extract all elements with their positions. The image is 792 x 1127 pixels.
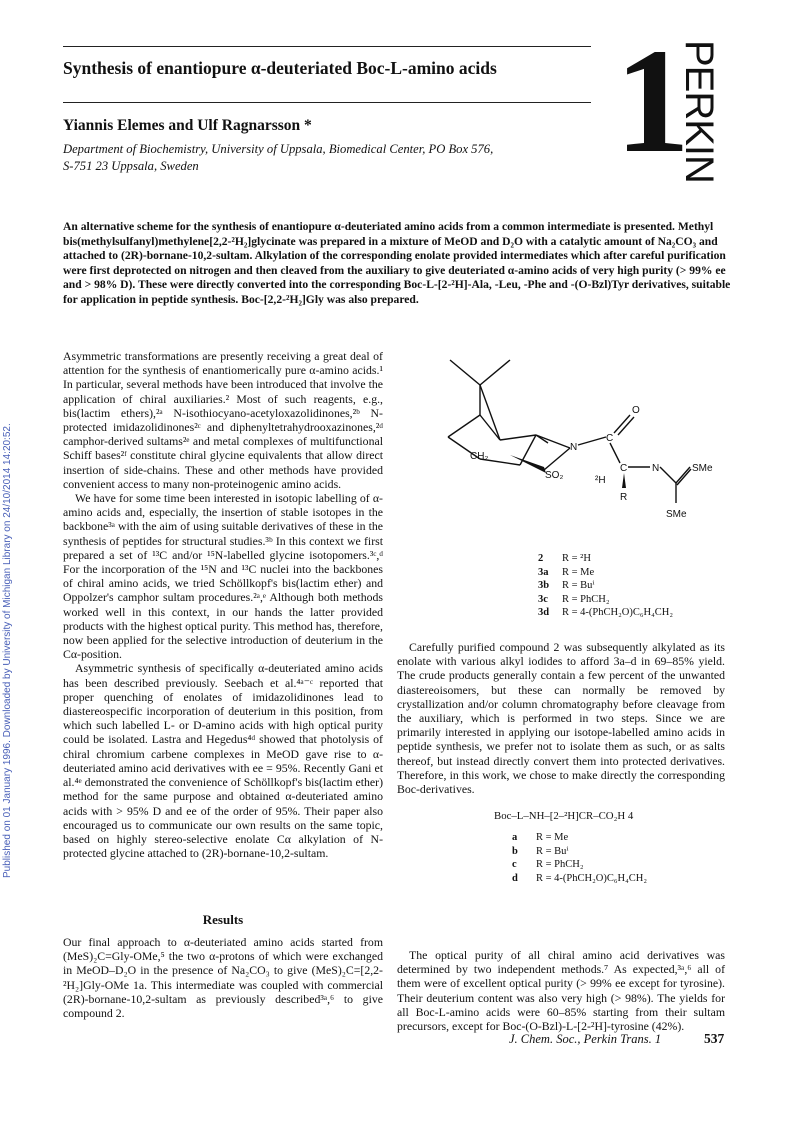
compound-row: 3d R = 4-(PhCH₂O)C₆H₄CH₂ — [538, 607, 673, 618]
affiliation-line-2: S-751 23 Uppsala, Sweden — [63, 159, 199, 173]
label-sme-2: SMe — [666, 509, 687, 520]
label-n1: N — [570, 442, 578, 453]
right-column-upper — [397, 640, 725, 796]
right-column-lower — [397, 948, 725, 1033]
right-paragraph-2: The optical purity of all chiral amino acid derivatives was determined by two independent methods.⁷ As expected,³ᵃ,⁶ all of them were of excellent optical purity (> 99% ee except for tyrosine). Their deuterium content was also very high (> 98%). The yields for all Boc-L-amino acids were 60–85% starting from their sultam precursors, except for Boc-(O-Bzl)-L-[2-²H]-tyrosine (42%). — [397, 948, 725, 1034]
label-c1: C — [606, 433, 614, 444]
logo-word-text: PERKIN — [677, 40, 721, 183]
affiliation-line-1: Department of Biochemistry, University of Uppsala, Biomedical Center, PO Box 576, — [63, 142, 494, 156]
intro-paragraph-3: Asymmetric synthesis of specifically α-deuteriated amino acids has been described previously. Seebach et al.⁴ᵃ⁻ᶜ reported that proper quenching of enolates of imidazolidinones lead to diastereospecific incorporation of deuterium in this position, from which such labelled L- or D-amino acids with high optical purity could be isolated. Lastra and Hegedus⁴ᵈ showed that photolysis of chiral chromium carbene complexes in MeOD gave rise to α-deuteriated amino acid derivatives with ee = 95%. Recently Gani et al.⁴ᵉ demonstrated the convenience of Schöllkopf's bis(lactim ether) method for the same purpose and obtained α-deuteriated amino acids with > 95% D and ee of the order of 95%. Their paper also encouraged us to communicate our own results on the same topic, based on highly stereo-selective enolate Cα alkylation of N-protected glycine attached to (2R)-bornane-10,2-sultam. — [63, 661, 383, 861]
provenance-text: Published on 01 January 1996. Downloaded by University of Michigan Library on 24/10/2014 14:20:52. — [2, 423, 13, 878]
logo-word — [677, 40, 721, 183]
results-heading: Results — [202, 912, 244, 927]
title-rule — [63, 102, 591, 103]
formula-4: Boc–L–NH–[2–²H]CR–CO₂H 4 — [494, 810, 634, 822]
label-sme-1: SMe — [692, 463, 713, 474]
intro-column — [63, 349, 383, 860]
perkin-logo — [615, 18, 735, 184]
compound-list-2-3 — [538, 552, 673, 620]
compound-row: b R = Buⁱ — [512, 845, 569, 857]
right-paragraph-1: Carefully purified compound 2 was subsequently alkylated as its enolate with various alkyl iodides to afford 3a–d in 69–85% yield. The crude products generally contain a few percent of the unwanted diastereoisomers, but these can normally be removed by crystallization and/or column chromatography before cleavage from the auxiliary, which is performed in two steps. Since we are primarily interested in applying our isotope-labelled amino acids in peptide synthesis, we prefer not to isolate them as such, or as salts thereof, but instead directly convert them into protected derivatives. Therefore, in this work, we chose to make directly the corresponding Boc-derivatives. — [397, 640, 725, 797]
page-number: 537 — [704, 1031, 725, 1046]
compound-row: a R = Me — [512, 832, 569, 843]
label-so2: SO₂ — [545, 470, 564, 481]
top-rule — [63, 46, 591, 47]
intro-paragraph-2: We have for some time been interested in isotopic labelling of α-amino acids and, especially, the insertion of stable isotopes in the backbone³ᵃ with the aim of using suitable derivatives of these in the synthesis of peptides for structural studies.³ᵇ In this context we first prepared a set of ¹³C and/or ¹⁵N-labelled glycine isotopomers.³ᶜ,ᵈ For the incorporation of the ¹⁵N and ¹³C nuclei into the backbones of chiral amino acids, we tried Schöllkopf's bis(lactim ether) and Oppolzer's camphor sultam procedures.²ᵃ,ᵉ Although both methods worked well in this context, in our hands the latter provided products with the highest optical purity. This method has, therefore, now been applied for the selective introduction of deuterium in the Cα-position. — [63, 491, 383, 662]
label-ch2: CH₂ — [470, 451, 489, 462]
label-n2: N — [652, 463, 660, 474]
label-r: R — [620, 492, 628, 503]
journal-name: J. Chem. Soc., Perkin Trans. 1 — [509, 1032, 662, 1046]
label-o: O — [632, 405, 640, 416]
compound-list-4 — [512, 831, 647, 885]
compound-row: 3a R = Me — [538, 566, 595, 578]
label-c2: C — [620, 463, 628, 474]
label-deuterium: ²H — [595, 475, 606, 486]
compound-row: 3b R = Buⁱ — [538, 580, 595, 591]
sultam-structure-diagram — [440, 355, 713, 525]
compound-row: d R = 4-(PhCH₂O)C₆H₄CH₂ — [512, 872, 647, 884]
results-paragraph-1: Our final approach to α-deuteriated amino acids started from (MeS)₂C=Gly-OMe,⁵ the two α-protons of which were exchanged in MeOD–D₂O in the presence of Na₂CO₃ to give (MeS)₂C=[2,2-²H₂]Gly-OMe 1a. This intermediate was coupled with commercial (2R)-bornane-10,2-sultam as previously described³ᵃ,⁶ to give compound 2. — [63, 935, 383, 1021]
intro-paragraph-1: Asymmetric transformations are presently receiving a great deal of attention for the synthesis of enantiomerically pure α-amino acids.¹ In particular, several methods have been introduced that involve the application of chiral auxiliaries.² Most of such reagents, e.g., bis(lactim ethers),²ᵃ N-isothiocyano-acetyloxazolidinones,²ᵇ N-protected imidazolidinones²ᶜ and diphenyltetrahydrooxazinones,²ᵈ camphor-derived sultams²ᵉ and metal complexes of multifunctional Schiff bases²ᶠ constitute chiral glycine equivalents that allow direct insertion of side-chains. These and other methods have provided convenient access to many non-proteinogenic amino acids. — [63, 349, 383, 491]
compound-row: 3c R = PhCH₂ — [538, 593, 610, 605]
logo-numeral: 1 — [615, 18, 690, 184]
compound-row: c R = PhCH₂ — [512, 859, 584, 870]
results-column — [63, 935, 383, 1020]
compound-row: 2 R = ²H — [538, 553, 591, 564]
article-title: Synthesis of enantiopure α-deuteriated Boc-L-amino acids — [63, 58, 497, 78]
abstract: An alternative scheme for the synthesis of enantiopure α-deuteriated amino acids from a common intermediate is presented. Methyl bis(methylsulfanyl)methylene[2,2-²H₂]glycinate was prepared in a mixture of MeOD and D₂O with a catalytic amount of Na₂CO₃ and attached to (2R)-bornane-10,2-sultam. Alkylation of the corresponding enolate provided intermediates which after careful purification were first deprotected on nitrogen and then cleaved from the auxiliary to give deuteriated α-amino acids of very high purity (> 99% ee and > 98% D). These were directly converted into the corresponding Boc-L-[2-²H]-Ala, -Leu, -Phe and -(O-Bzl)Tyr derivatives, suitable for application in peptide synthesis. Boc-[2,2-²H₂]Gly was also prepared. — [63, 220, 731, 306]
affiliation — [63, 141, 583, 175]
authors: Yiannis Elemes and Ulf Ragnarsson * — [63, 117, 312, 134]
provenance-sidebar — [2, 238, 16, 878]
